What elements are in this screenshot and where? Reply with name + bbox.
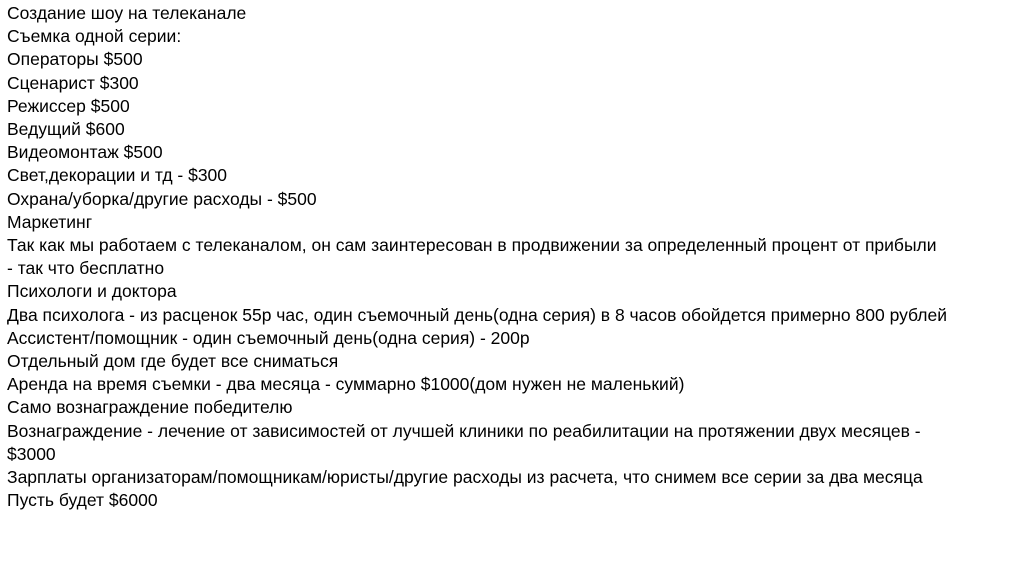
heading-marketing: Маркетинг <box>7 211 93 232</box>
cost-house-rent: Аренда на время съемки - два месяца - суммарно $1000(дом нужен не маленький) <box>7 374 685 395</box>
cost-reward-treatment: Вознаграждение - лечение от зависимостей от лучшей клиники по реабилитации на протяжении двух месяцев - $3000 <box>7 420 921 464</box>
heading-psychologists-doctors: Психологи и доктора <box>7 281 177 302</box>
heading-separate-house: Отдельный дом где будет все сниматься <box>7 351 339 372</box>
cost-director: Режиссер $500 <box>7 95 130 116</box>
heading-show-creation: Создание шоу на телеканале <box>7 3 247 23</box>
cost-lighting-decorations: Свет,декорации и тд - $300 <box>7 165 228 186</box>
salaries-description: Зарплаты организаторам/помощникам/юристы/другие расходы из расчета, что снимем все серии за два месяца <box>7 467 923 488</box>
cost-video-editing: Видеомонтаж $500 <box>7 142 163 163</box>
heading-episode-shooting: Съемка одной серии: <box>7 26 182 47</box>
marketing-description: Так как мы работаем с телеканалом, он сам заинтересован в продвижении за определенный процент от прибыли - так что бесплатно <box>7 235 937 279</box>
heading-winner-reward: Само вознаграждение победителю <box>7 397 293 418</box>
slide-text-body <box>7 2 1007 512</box>
cost-salaries: Пусть будет $6000 <box>7 490 158 511</box>
cost-host: Ведущий $600 <box>7 119 125 140</box>
cost-operators: Операторы $500 <box>7 49 143 70</box>
cost-security-cleaning: Охрана/уборка/другие расходы - $500 <box>7 188 317 209</box>
cost-assistant: Ассистент/помощник - один съемочный день(одна серия) - 200р <box>7 327 530 348</box>
cost-screenwriter: Сценарист $300 <box>7 72 139 93</box>
cost-psychologists: Два психолога - из расценок 55р час, один съемочный день(одна серия) в 8 часов обойдется примерно 800 рублей <box>7 304 948 325</box>
